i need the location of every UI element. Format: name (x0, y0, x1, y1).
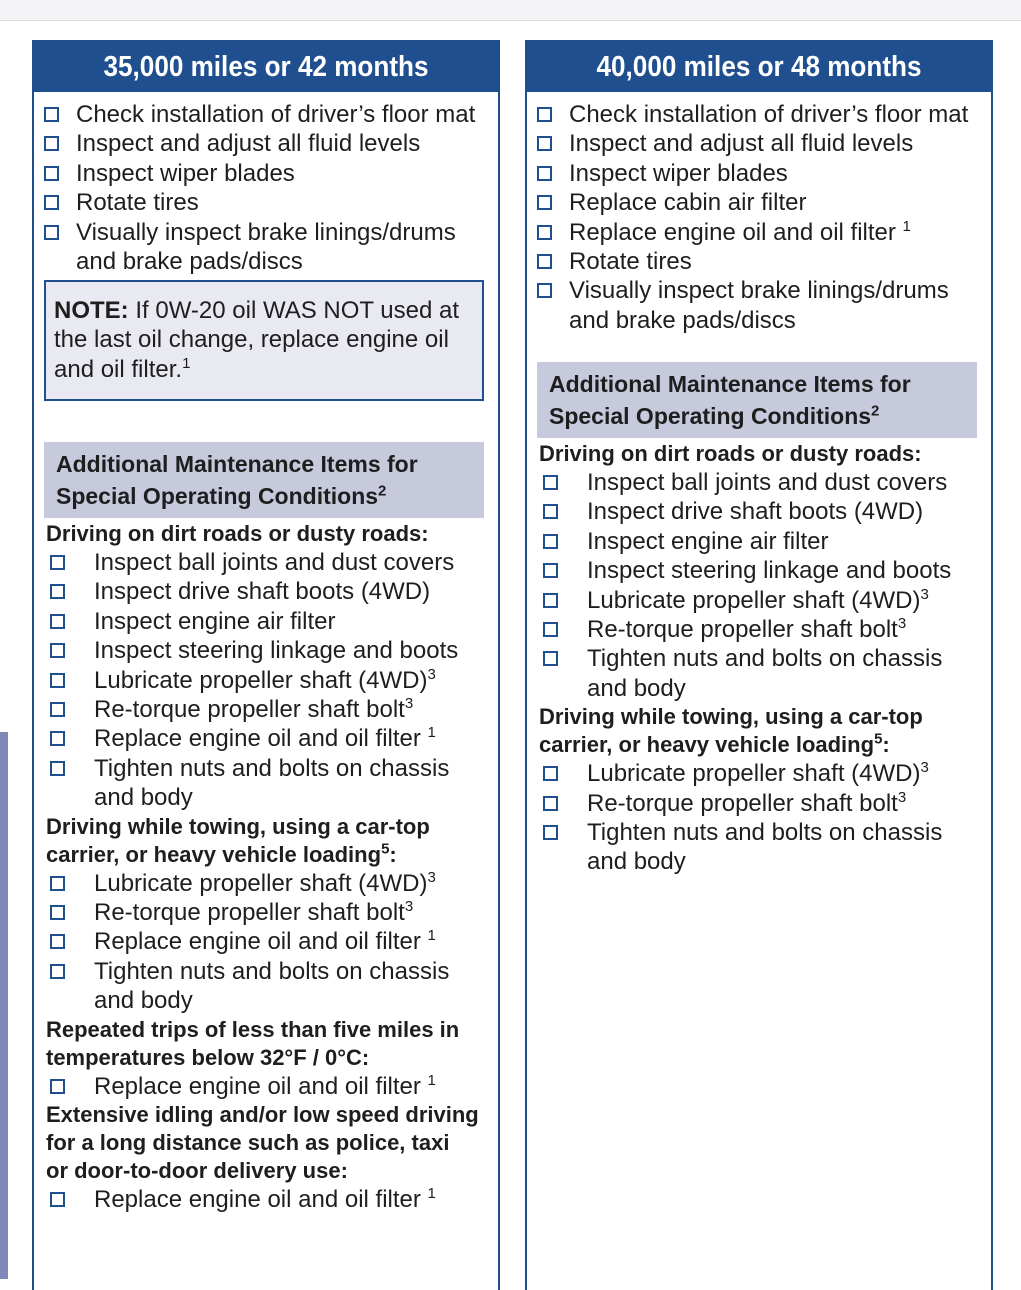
column-title: 35,000 miles or 42 months (57, 42, 475, 92)
special-conditions-list (44, 520, 488, 1215)
viewer-top-bar (0, 0, 1021, 21)
list-item: Inspect and adjust all fluid levels (535, 129, 983, 158)
list-item-continuation: and body (94, 987, 193, 1015)
list-item: Lubricate propeller shaft $(4WD)^3$ (537, 759, 981, 788)
checkbox[interactable] (50, 905, 65, 920)
checkbox[interactable] (50, 876, 65, 891)
list-item: Inspect ball joints and dust covers (537, 468, 981, 497)
checkbox[interactable] (543, 593, 558, 608)
special-conditions-heading: Additional Maintenance Items for Special Operating Conditions$^2$ (44, 442, 484, 518)
checkbox[interactable] (537, 195, 552, 210)
checkbox[interactable] (50, 1079, 65, 1094)
list-item: Tighten nuts and bolts on chassis (537, 818, 981, 847)
condition-heading: Driving on dirt roads or dusty roads: (539, 441, 922, 466)
condition-heading: Driving while towing, using a car-top carrier, or heavy vehicle loading$^5$: (46, 813, 430, 867)
list-item: Inspect and adjust all fluid levels (42, 129, 490, 158)
checkbox[interactable] (50, 1192, 65, 1207)
checkbox[interactable] (543, 475, 558, 490)
list-item: Inspect drive shaft boots (4WD) (44, 577, 488, 606)
list-item: Replace engine oil and oil filter $^1$ (44, 1072, 488, 1101)
list-item-continuation: and body (94, 784, 193, 812)
special-conditions-list (537, 440, 981, 877)
list-item: Rotate tires (535, 247, 983, 276)
list-item: Visually inspect brake linings/drums (42, 218, 490, 247)
checkbox[interactable] (50, 731, 65, 746)
checkbox[interactable] (50, 614, 65, 629)
checkbox[interactable] (537, 254, 552, 269)
list-item: Replace engine oil and oil filter $^1$ (44, 1185, 488, 1214)
list-item: Visually inspect brake linings/drums (535, 276, 983, 305)
list-item: Re-torque propeller shaft bolt$^3$ (537, 789, 981, 818)
checkbox[interactable] (50, 761, 65, 776)
checkbox[interactable] (543, 796, 558, 811)
checkbox[interactable] (44, 195, 59, 210)
page-edge-strip (0, 732, 8, 1279)
list-item: Lubricate propeller shaft $(4WD)^3$ (44, 666, 488, 695)
checkbox[interactable] (50, 964, 65, 979)
list-item: Inspect steering linkage and boots (537, 556, 981, 585)
list-item: Inspect engine air filter (537, 527, 981, 556)
checkbox[interactable] (543, 563, 558, 578)
checkbox[interactable] (50, 643, 65, 658)
list-item: Inspect wiper blades (42, 159, 490, 188)
checkbox[interactable] (50, 555, 65, 570)
oil-note: NOTE: If 0W-20 oil WAS NOT used at the last oil change, replace engine oil and oil filter.$^1$ (44, 280, 484, 401)
list-item: Inspect ball joints and dust covers (44, 548, 488, 577)
list-item: Inspect steering linkage and boots (44, 636, 488, 665)
condition-heading: Driving while towing, using a car-top carrier, or heavy vehicle loading$^5$: (539, 704, 923, 758)
list-item-continuation: and body (587, 848, 686, 876)
special-conditions-heading: Additional Maintenance Items for Special Operating Conditions$^2$ (537, 362, 977, 438)
checkbox[interactable] (543, 825, 558, 840)
checkbox[interactable] (537, 283, 552, 298)
list-item: Inspect wiper blades (535, 159, 983, 188)
checkbox[interactable] (44, 166, 59, 181)
list-item: Inspect engine air filter (44, 607, 488, 636)
condition-heading: Driving on dirt roads or dusty roads: (46, 521, 429, 546)
checkbox[interactable] (537, 225, 552, 240)
list-item: Replace cabin air filter (535, 188, 983, 217)
checkbox[interactable] (50, 934, 65, 949)
list-item: Inspect drive shaft boots (4WD) (537, 497, 981, 526)
checkbox[interactable] (50, 673, 65, 688)
list-item: Replace engine oil and oil filter $^1$ (535, 218, 983, 247)
maintenance-column-35000 (32, 40, 500, 1290)
list-item-continuation: and brake pads/discs (569, 306, 796, 334)
checkbox[interactable] (44, 225, 59, 240)
list-item: Tighten nuts and bolts on chassis (44, 957, 488, 986)
list-item: Lubricate propeller shaft $(4WD)^3$ (537, 586, 981, 615)
list-item: Re-torque propeller shaft bolt$^3$ (44, 695, 488, 724)
checkbox[interactable] (543, 766, 558, 781)
checkbox[interactable] (537, 136, 552, 151)
checkbox[interactable] (44, 107, 59, 122)
list-item: Lubricate propeller shaft $(4WD)^3$ (44, 869, 488, 898)
maintenance-column-40000 (525, 40, 993, 1290)
list-item: Re-torque propeller shaft bolt$^3$ (44, 898, 488, 927)
checkbox[interactable] (537, 166, 552, 181)
checkbox[interactable] (50, 584, 65, 599)
checkbox[interactable] (44, 136, 59, 151)
column-title: 40,000 miles or 48 months (550, 42, 968, 92)
checkbox[interactable] (537, 107, 552, 122)
list-item: Replace engine oil and oil filter $^1$ (44, 724, 488, 753)
list-item: Rotate tires (42, 188, 490, 217)
checkbox[interactable] (50, 702, 65, 717)
condition-heading: Extensive idling and/or low speed driving for a long distance such as police, taxi or door-to-door delivery use: (46, 1102, 479, 1184)
list-item-continuation: and body (587, 674, 686, 702)
checklist (42, 100, 490, 276)
list-item: Tighten nuts and bolts on chassis (44, 754, 488, 783)
list-item-continuation: and brake pads/discs (76, 248, 303, 276)
checkbox[interactable] (543, 622, 558, 637)
list-item: Check installation of driver’s floor mat (42, 100, 490, 129)
list-item: Replace engine oil and oil filter $^1$ (44, 927, 488, 956)
checklist (535, 100, 983, 335)
list-item: Re-torque propeller shaft bolt$^3$ (537, 615, 981, 644)
checkbox[interactable] (543, 504, 558, 519)
checkbox[interactable] (543, 534, 558, 549)
list-item: Check installation of driver’s floor mat (535, 100, 983, 129)
condition-heading: Repeated trips of less than five miles in temperatures below 32°F / 0°C: (46, 1016, 460, 1070)
checkbox[interactable] (543, 651, 558, 666)
list-item: Tighten nuts and bolts on chassis (537, 644, 981, 673)
